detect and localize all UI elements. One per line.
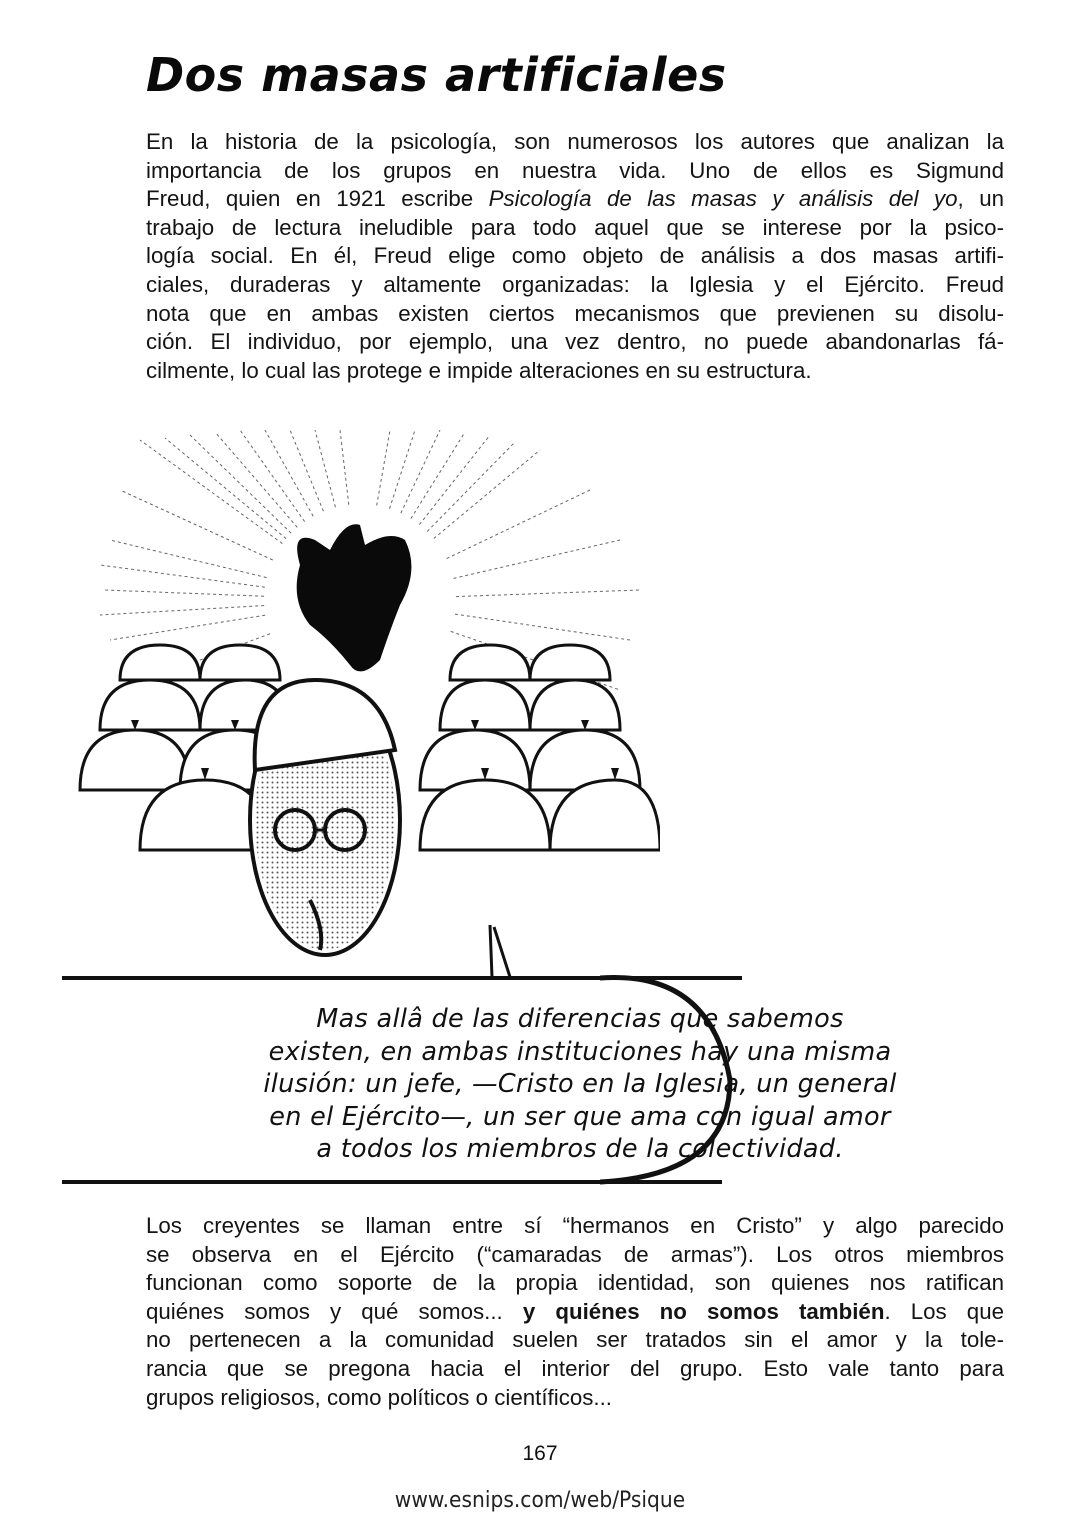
text-line — [146, 1298, 1004, 1327]
intro-paragraph — [146, 128, 1004, 385]
page-number: 167 — [522, 1442, 558, 1465]
speech-line: a todos los miembros de la colectividad. — [316, 1134, 844, 1164]
text-line: importancia de los grupos en nuestra vida. Uno de ellos es Sigmund — [146, 157, 1004, 183]
emphasis-text: y quiénes no somos también — [522, 1298, 885, 1324]
freud-head — [250, 680, 400, 955]
text-fragment: , un — [957, 186, 1004, 212]
page-title: Dos masas artificiales — [146, 48, 727, 102]
speech-bubble-bottom-border — [62, 1180, 722, 1184]
text-fragment: . Los que — [884, 1298, 1004, 1324]
text-line: nota que en ambas existen ciertos mecanismos que previenen su disolu- — [146, 300, 1004, 326]
speech-line: ilusión: un jefe, —Cristo en la Iglesia, un general — [263, 1069, 897, 1099]
book-title: Psicología de las masas y análisis del yo — [488, 186, 958, 212]
text-line: ción. El individuo, por ejemplo, una vez dentro, no puede abandonarlas fá- — [146, 329, 1004, 355]
text-line: En la historia de la psicología, son numerosos los autores que analizan la — [146, 129, 1004, 154]
speech-line: Mas allâ de las diferencias que sabemos — [316, 1004, 844, 1034]
text-line: grupos religiosos, como políticos o científicos... — [146, 1384, 612, 1410]
text-line: funcionan como soporte de la propia identidad, son quienes nos ratifican — [146, 1270, 1004, 1296]
text-line: Los creyentes se llaman entre sí “hermanos en Cristo” y algo parecido — [146, 1213, 1004, 1238]
text-fragment: quiénes somos y qué somos... — [146, 1298, 523, 1324]
text-fragment: Freud, quien en 1921 escribe — [146, 186, 489, 212]
text-line: se observa en el Ejército (“camaradas de armas”). Los otros miembros — [146, 1241, 1004, 1267]
speech-line: en el Ejército—, un ser que ama con igual amor — [269, 1101, 891, 1132]
text-line: rancia que se pregona hacia el interior del grupo. Esto vale tanto para — [146, 1355, 1004, 1381]
speech-line: existen, en ambas instituciones hay una misma — [268, 1036, 892, 1067]
speech-bubble-tail — [470, 925, 530, 985]
footer-url: www.esnips.com/web/Psique — [394, 1488, 686, 1513]
freud-cartoon-illustration — [60, 430, 660, 970]
text-line: trabajo de lectura ineludible para todo aquel que se interese por la psico- — [146, 214, 1004, 240]
text-line: logía social. En él, Freud elige como objeto de análisis a dos masas artifi- — [146, 243, 1004, 269]
text-line: cilmente, lo cual las protege e impide alteraciones en su estructura. — [146, 357, 812, 383]
text-line — [146, 185, 1004, 214]
closing-paragraph — [146, 1212, 1004, 1412]
text-line: ciales, duraderas y altamente organizadas: la Iglesia y el Ejército. Freud — [146, 271, 1004, 297]
text-line: no pertenecen a la comunidad suelen ser tratados sin el amor y la tole- — [146, 1327, 1004, 1353]
speech-bubble-text — [170, 1003, 990, 1166]
